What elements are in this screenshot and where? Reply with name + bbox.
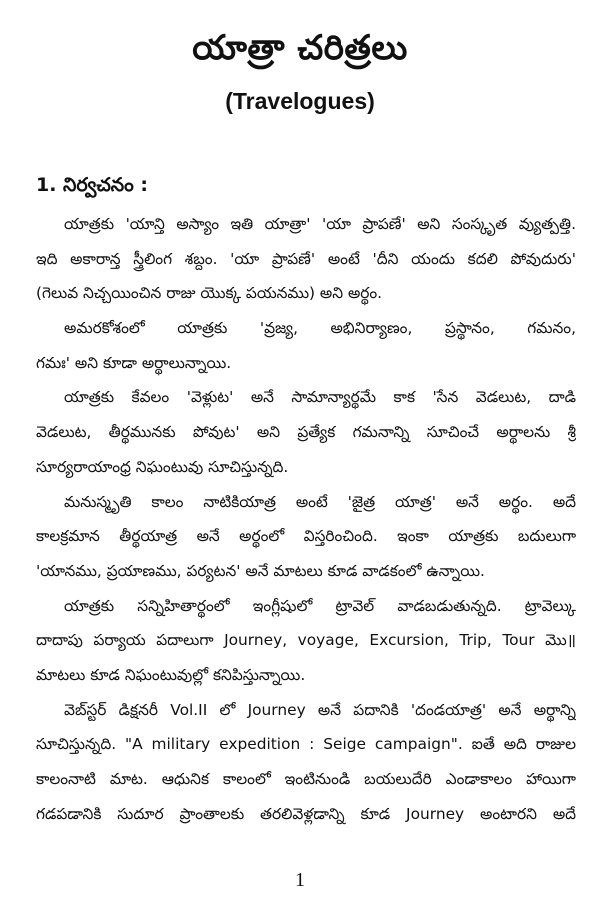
text-line: కాలక్రమాన తీర్థయాత్ర అనే అర్థంలో విస్తరించింది. ఇంకా యాత్రకు బదులుగా bbox=[36, 527, 576, 546]
text-line: ఇది అకారాన్త స్త్రీలింగ శబ్దం. 'యా ప్రాపణే' అంటే 'దీని యందు కదలి పోవుదురు' bbox=[36, 249, 576, 268]
text-line: యాత్రకు 'యాన్తి అస్యాం ఇతి యాత్రా' 'యా ప్రాపణే' అని సంస్కృత వ్యుత్పత్తి. bbox=[64, 215, 576, 233]
text-line: గడపడానికి సుదూర ప్రాంతాలకు తరలివెళ్లడాన్ని కూడ Journey అంటారని అదే bbox=[36, 804, 576, 823]
text-line: 'యానము, ప్రయాణము, పర్యటన' అనే మాటలు కూడ వాడకంలో ఉన్నాయి. bbox=[36, 561, 485, 580]
chapter-subtitle: (Travelogues) bbox=[225, 88, 375, 114]
text-line: యాత్రకు సన్నిహితార్థంలో ఇంగ్లీషులో ట్రావెల్ వాడబడుతున్నది. ట్రావెల్కు bbox=[64, 596, 576, 615]
text-line: మనుస్మృతి కాలం నాటికియాత్ర అంటే 'జైత్ర యాత్ర' అనే అర్థం. అదే bbox=[64, 492, 576, 511]
text-line: వెడలుట, తీర్థమునకు పోవుట' అని ప్రత్యేక గమనాన్ని సూచించే అర్థాలను శ్రీ bbox=[36, 423, 576, 442]
text-line: యాత్రకు కేవలం 'వెళ్లుట' అనే సామాన్యార్థమే కాక 'సేన వెడలుట, దాడి bbox=[64, 388, 576, 407]
text-line: గమః' అని కూడా అర్థాలున్నాయి. bbox=[36, 353, 232, 372]
text-line: దాదాపు పర్యాయ పదాలుగా Journey, voyage, Excursion, Trip, Tour మొ॥ bbox=[36, 631, 576, 650]
text-line: సూచిస్తున్నది. "A military expedition : Seige campaign". ఐతే అది రాజుల bbox=[36, 735, 576, 754]
chapter-title: యాత్రా చరిత్రలు bbox=[192, 28, 408, 68]
section-heading: 1. నిర్వచనం : bbox=[36, 174, 148, 196]
text-line: సూర్యరాయాంధ్ర నిఘంటువు సూచిస్తున్నది. bbox=[36, 457, 289, 476]
text-line: మాటలు కూడ నిఘంటువుల్లో కనిపిస్తున్నాయి. bbox=[36, 665, 306, 684]
text-line: అమరకోశంలో యాత్రకు 'వ్రజ్య, అభినిర్యాణం, ప్రస్థానం, గమనం, bbox=[64, 319, 576, 338]
text-line: (గెలువ నిచ్చయించిన రాజు యొక్క పయనము) అని అర్థం. bbox=[36, 284, 383, 303]
body-text bbox=[36, 207, 576, 831]
page-number: 1 bbox=[295, 869, 305, 891]
text-line: కాలంనాటి మాట. ఆధునిక కాలంలో ఇంటినుండి బయలుదేరి ఎండాకాలం హాయిగా bbox=[36, 770, 576, 788]
text-line: వెబ్‌స్టర్ డిక్షనరీ Vol.II లో Journey అనే పదానికి 'దండయాత్ర' అనే అర్థాన్ని bbox=[64, 700, 576, 719]
